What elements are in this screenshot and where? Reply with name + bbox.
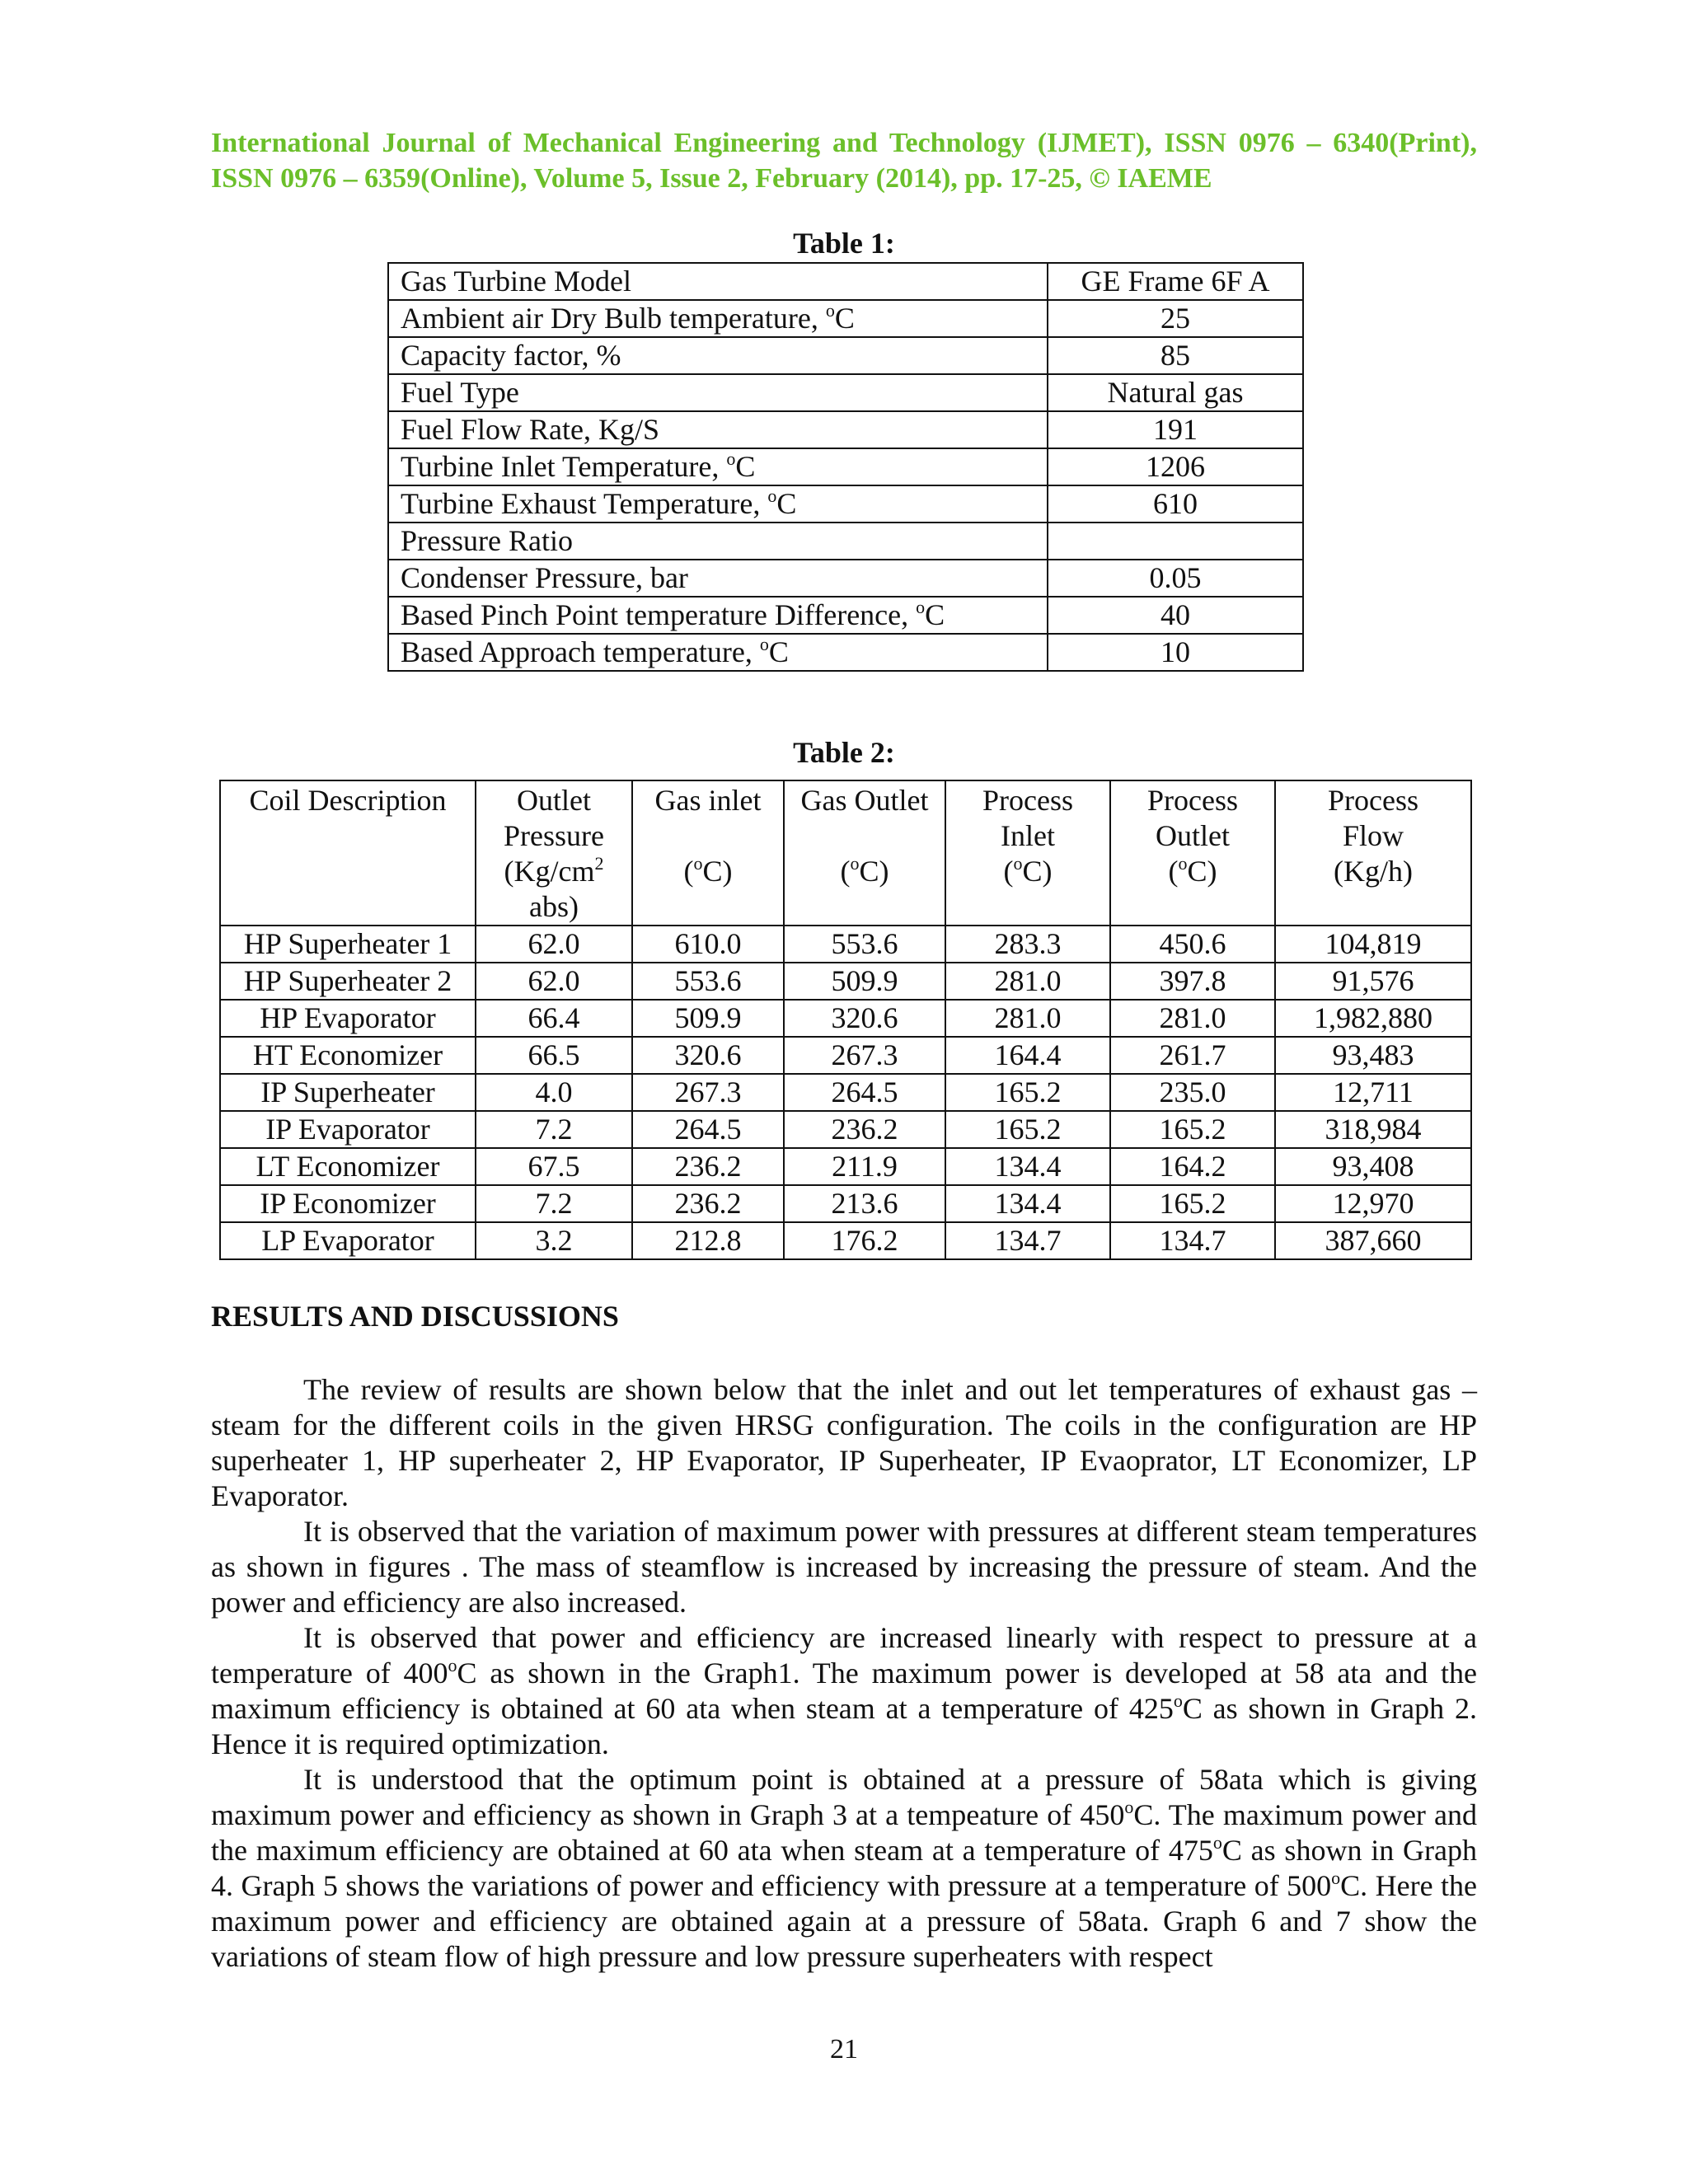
table2-cell-coil-description: LP Evaporator [220, 1222, 476, 1259]
journal-header: International Journal of Mechanical Engineering and Technology (IJMET), ISSN 0976 – 6340(Print), ISSN 0976 – 6359(Online), Volume 5, Issue 2, February (2014), pp. 17-25, © IAEME [211, 128, 1477, 194]
table1-parameter: Pressure Ratio [388, 523, 1048, 560]
table2-cell-gas-inlet: 267.3 [632, 1074, 784, 1111]
paragraph-1: The review of results are shown below that the inlet and out let temperatures of exhaust gas – steam for the different coils in the given HRSG configuration. The coils in the configuration are HP superheater 1, HP superheater 2, HP Evaporator, IP Superheater, IP Evaoprator, LT Economizer, LP Evaporator. [211, 1373, 1477, 1512]
table1-parameter: Condenser Pressure, bar [388, 560, 1048, 597]
table1-row [388, 634, 1303, 671]
paragraph-4: It is understood that the optimum point is obtained at a pressure of 58ata which is giving maximum power and efficiency as shown in Graph 3 at a tempeature of 450$^o$C. The maximum power and the maximum efficiency are obtained at 60 ata when steam at a temperature of 475$^o$C as shown in Graph 4. Graph 5 shows the variations of power and efficiency with pressure at a temperature of 500$^o$C. Here the maximum power and efficiency are obtained again at a pressure of 58ata. Graph 6 and 7 show the variations of steam flow of high pressure and low pressure superheaters with respect [211, 1763, 1477, 1973]
table2-cell-coil-description: HP Evaporator [220, 1000, 476, 1037]
table1-parameter: Fuel Type [388, 374, 1048, 411]
table2-cell-gas-outlet: 236.2 [784, 1111, 945, 1148]
table1-value: 10 [1048, 634, 1303, 671]
table2-cell-process-inlet: 281.0 [945, 963, 1110, 1000]
table2-cell-process-inlet: 281.0 [945, 1000, 1110, 1037]
table1-value: 0.05 [1048, 560, 1303, 597]
table2-cell-process-outlet: 397.8 [1110, 963, 1275, 1000]
table2-row [220, 1185, 1471, 1222]
table2-cell-outlet-pressure: 4.0 [476, 1074, 632, 1111]
table1-row [388, 485, 1303, 523]
table1-value: 40 [1048, 597, 1303, 634]
table2 [219, 780, 1472, 1260]
section-title: RESULTS AND DISCUSSIONS [211, 1300, 619, 1333]
table2-cell-process-outlet: 165.2 [1110, 1185, 1275, 1222]
table2-row [220, 1222, 1471, 1259]
table1-value: 85 [1048, 337, 1303, 374]
table2-cell-process-flow: 387,660 [1275, 1222, 1471, 1259]
table1-value: 25 [1048, 300, 1303, 337]
table1-row [388, 337, 1303, 374]
table2-cell-gas-outlet: 320.6 [784, 1000, 945, 1037]
table2-cell-outlet-pressure: 66.5 [476, 1037, 632, 1074]
table1-parameter: Gas Turbine Model [388, 263, 1048, 300]
table2-cell-process-outlet: 164.2 [1110, 1148, 1275, 1185]
header-process-outlet: Process Outlet ($^o$C) [1110, 780, 1275, 926]
table2-cell-process-inlet: 164.4 [945, 1037, 1110, 1074]
table2-cell-coil-description: LT Economizer [220, 1148, 476, 1185]
table1-parameter: Capacity factor, % [388, 337, 1048, 374]
table2-row [220, 1037, 1471, 1074]
table1-parameter: Turbine Exhaust Temperature, $^o$C [388, 485, 1048, 523]
table1-parameter: Based Pinch Point temperature Difference, $^o$C [388, 597, 1048, 634]
table2-row [220, 1000, 1471, 1037]
table1-parameter: Based Approach temperature, $^o$C [388, 634, 1048, 671]
table2-cell-gas-inlet: 212.8 [632, 1222, 784, 1259]
table2-cell-process-outlet: 450.6 [1110, 926, 1275, 963]
table1-row [388, 523, 1303, 560]
table2-header-row [220, 780, 1471, 926]
table2-cell-process-outlet: 281.0 [1110, 1000, 1275, 1037]
table2-cell-outlet-pressure: 67.5 [476, 1148, 632, 1185]
table1-row [388, 411, 1303, 448]
table2-cell-process-flow: 93,408 [1275, 1148, 1471, 1185]
table2-cell-process-flow: 1,982,880 [1275, 1000, 1471, 1037]
table1 [387, 262, 1304, 672]
table2-cell-gas-outlet: 213.6 [784, 1185, 945, 1222]
table1-value [1048, 523, 1303, 560]
table2-cell-coil-description: HP Superheater 1 [220, 926, 476, 963]
table2-cell-process-inlet: 134.4 [945, 1185, 1110, 1222]
table2-cell-process-inlet: 165.2 [945, 1111, 1110, 1148]
header-process-flow: Process Flow (Kg/h) [1275, 780, 1471, 926]
table1-row [388, 560, 1303, 597]
table2-cell-gas-inlet: 610.0 [632, 926, 784, 963]
table2-cell-outlet-pressure: 66.4 [476, 1000, 632, 1037]
table2-cell-process-outlet: 261.7 [1110, 1037, 1275, 1074]
table2-cell-gas-inlet: 236.2 [632, 1148, 784, 1185]
table2-cell-gas-outlet: 553.6 [784, 926, 945, 963]
table1-value: 191 [1048, 411, 1303, 448]
table2-cell-coil-description: HP Superheater 2 [220, 963, 476, 1000]
table2-cell-gas-inlet: 264.5 [632, 1111, 784, 1148]
table2-cell-outlet-pressure: 7.2 [476, 1185, 632, 1222]
table2-cell-outlet-pressure: 62.0 [476, 963, 632, 1000]
table2-cell-coil-description: IP Evaporator [220, 1111, 476, 1148]
table1-parameter: Fuel Flow Rate, Kg/S [388, 411, 1048, 448]
table2-cell-outlet-pressure: 7.2 [476, 1111, 632, 1148]
table1-row [388, 448, 1303, 485]
table1-row [388, 597, 1303, 634]
table2-cell-gas-outlet: 509.9 [784, 963, 945, 1000]
table2-row [220, 1148, 1471, 1185]
paragraph-3: It is observed that power and efficiency are increased linearly with respect to pressure at a temperature of 400$^o$C as shown in the Graph1. The maximum power is developed at 58 ata and the maximum efficiency is obtained at 60 ata when steam at a temperature of 425$^o$C as shown in Graph 2. Hence it is required optimization. [211, 1621, 1477, 1760]
table2-cell-gas-outlet: 264.5 [784, 1074, 945, 1111]
page-number: 21 [830, 2034, 858, 2064]
table2-cell-coil-description: HT Economizer [220, 1037, 476, 1074]
table2-cell-process-outlet: 165.2 [1110, 1111, 1275, 1148]
header-gas-outlet: Gas Outlet ($^o$C) [784, 780, 945, 926]
table2-cell-process-inlet: 134.7 [945, 1222, 1110, 1259]
table2-cell-process-flow: 104,819 [1275, 926, 1471, 963]
paragraph-2: It is observed that the variation of maximum power with pressures at different steam temperatures as shown in figures . The mass of steamflow is increased by increasing the pressure of steam. And the power and efficiency are also increased. [211, 1515, 1477, 1619]
table1-parameter: Turbine Inlet Temperature, $^o$C [388, 448, 1048, 485]
table1-value: 1206 [1048, 448, 1303, 485]
table2-row [220, 1074, 1471, 1111]
table2-cell-gas-inlet: 509.9 [632, 1000, 784, 1037]
table2-row [220, 1111, 1471, 1148]
table2-cell-process-flow: 12,970 [1275, 1185, 1471, 1222]
table2-caption: Table 2: [793, 736, 895, 769]
table2-cell-process-outlet: 235.0 [1110, 1074, 1275, 1111]
table2-cell-coil-description: IP Economizer [220, 1185, 476, 1222]
table2-cell-process-flow: 12,711 [1275, 1074, 1471, 1111]
table1-parameter: Ambient air Dry Bulb temperature, $^o$C [388, 300, 1048, 337]
table2-cell-gas-inlet: 236.2 [632, 1185, 784, 1222]
table2-cell-process-inlet: 283.3 [945, 926, 1110, 963]
header-coil-description: Coil Description [220, 780, 476, 926]
table1-row [388, 263, 1303, 300]
header-outlet-pressure: Outlet Pressure ($Kg/cm^2$ abs) [476, 780, 632, 926]
table1-row [388, 374, 1303, 411]
table2-cell-gas-outlet: 211.9 [784, 1148, 945, 1185]
table2-cell-process-inlet: 134.4 [945, 1148, 1110, 1185]
table1-value: 610 [1048, 485, 1303, 523]
table2-cell-gas-inlet: 553.6 [632, 963, 784, 1000]
body-text [211, 1372, 1477, 1975]
table2-cell-coil-description: IP Superheater [220, 1074, 476, 1111]
table2-cell-gas-inlet: 320.6 [632, 1037, 784, 1074]
table2-cell-process-outlet: 134.7 [1110, 1222, 1275, 1259]
table2-cell-process-flow: 318,984 [1275, 1111, 1471, 1148]
table1-row [388, 300, 1303, 337]
table2-cell-outlet-pressure: 62.0 [476, 926, 632, 963]
header-process-inlet: Process Inlet ($^o$C) [945, 780, 1110, 926]
table2-row [220, 926, 1471, 963]
table1-value: Natural gas [1048, 374, 1303, 411]
table1-value: GE Frame 6F A [1048, 263, 1303, 300]
table2-cell-process-flow: 93,483 [1275, 1037, 1471, 1074]
table2-cell-gas-outlet: 176.2 [784, 1222, 945, 1259]
table2-cell-process-inlet: 165.2 [945, 1074, 1110, 1111]
table1-caption: Table 1: [793, 227, 895, 260]
table2-cell-gas-outlet: 267.3 [784, 1037, 945, 1074]
header-gas-inlet: Gas inlet ($^o$C) [632, 780, 784, 926]
table2-cell-process-flow: 91,576 [1275, 963, 1471, 1000]
table2-cell-outlet-pressure: 3.2 [476, 1222, 632, 1259]
table2-row [220, 963, 1471, 1000]
